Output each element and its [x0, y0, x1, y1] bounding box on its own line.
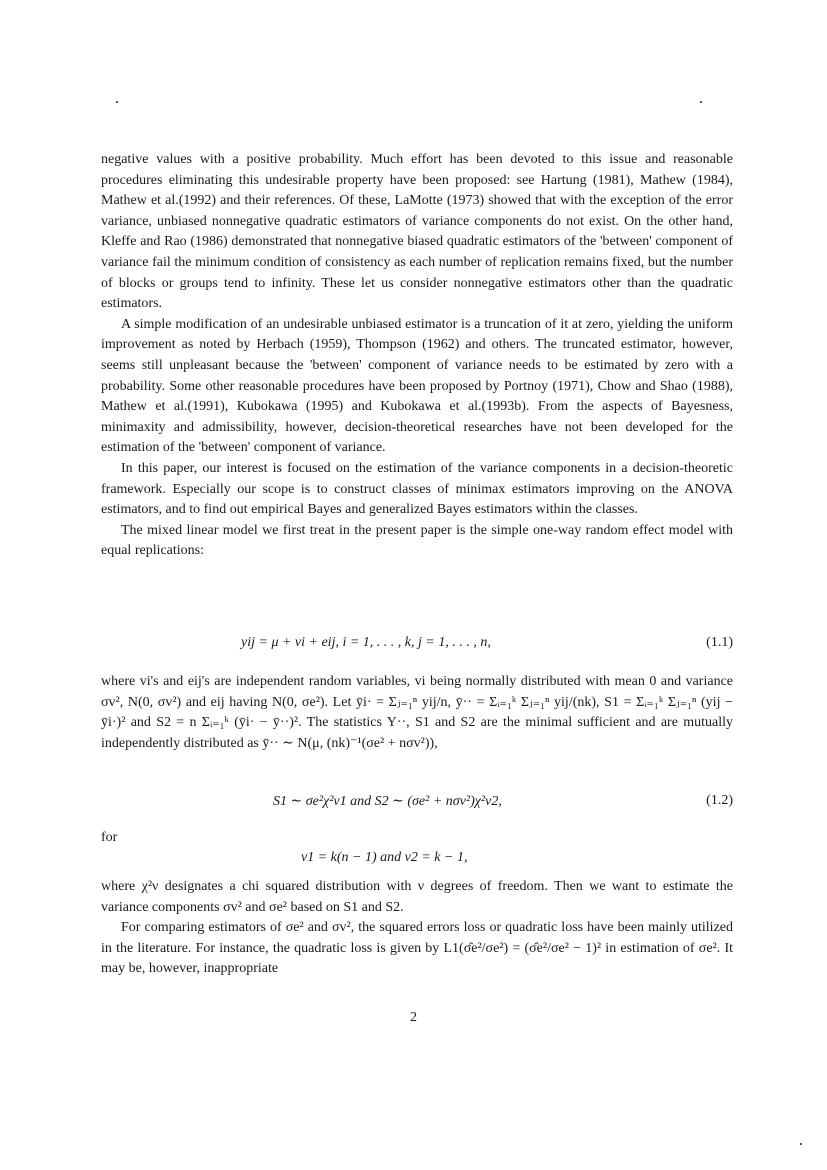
- equation-1-1-number: (1.1): [706, 635, 733, 650]
- paragraph-6: where χ²ν designates a chi squared distribution with ν degrees of freedom. Then we want to estimate the variance components σv² and σe² based on S1 and S2.: [101, 879, 733, 915]
- text-block-top: [101, 150, 733, 562]
- paragraph-5: where vi's and eij's are independent random variables, vi being normally distributed with mean 0 and variance σv², N(0, σv²) and eij having N(0, σe²). Let ȳi· = Σⱼ₌₁ⁿ yij/n, ȳ·· = Σᵢ₌₁ᵏ Σⱼ₌₁ⁿ yij/(nk), S1 = Σᵢ₌₁ᵏ Σⱼ₌₁ⁿ (yij − ȳi·)² and S2 = n Σᵢ₌₁ᵏ (ȳi· − ȳ··)². The statistics Y··, S1 and S2 are the minimal sufficient and are mutually independently distributed as ȳ·· ∼ N(μ, (nk)⁻¹(σe² + nσv²)),: [101, 674, 733, 751]
- scan-speck: [116, 101, 118, 103]
- text-block-middle: [101, 672, 733, 754]
- equation-nu: [101, 850, 733, 872]
- equation-nu-body: ν1 = k(n − 1) and ν2 = k − 1,: [301, 850, 468, 865]
- equation-1-1-body: yij = μ + vi + eij, i = 1, . . . , k, j = 1, . . . , n,: [241, 635, 491, 650]
- equation-1-2-number: (1.2): [706, 793, 733, 808]
- scan-speck: [800, 1143, 802, 1145]
- paragraph-2: A simple modification of an undesirable unbiased estimator is a truncation of it at zero, yielding the uniform improvement as noted by Herbach (1959), Thompson (1962) and others. The truncated estimator, however, seems still unpleasant because the 'between' component of variance needs to be estimated by zero with a probability. Some other reasonable procedures have been proposed by Portnoy (1971), Chow and Shao (1988), Mathew et al.(1991), Kubokawa (1995) and Kubokawa et al.(1993b). From the aspects of Bayesness, minimaxity and admissibility, however, decision-theoretical researches have not been developed for the estimation of the 'between' component of variance.: [101, 316, 733, 456]
- word-for: for: [101, 830, 118, 845]
- paragraph-1: negative values with a positive probability. Much effort has been devoted to this issue and reasonable procedures eliminating this undesirable property have been proposed: see Hartung (1981), Mathew (1984), Mathew et al.(1992) and their references. Of these, LaMotte (1973) showed that with the exception of the error variance, unbiased nonnegative quadratic estimators of variance components do not exist. On the other hand, Kleffe and Rao (1986) demonstrated that nonnegative biased quadratic estimators of the 'between' component of variance fail the minimum condition of consistency as each number of replication remains fixed, but the number of blocks or groups tend to infinity. These let us consider nonnegative estimators other than the quadratic estimators.: [101, 152, 733, 312]
- equation-1-2: [101, 793, 733, 815]
- scan-speck: [700, 101, 702, 103]
- text-block-bottom: [101, 877, 733, 980]
- paragraph-3: In this paper, our interest is focused on the estimation of the variance components in a decision-theoretic framework. Especially our scope is to construct classes of minimax estimators improving on the ANOVA estimators, and to find out empirical Bayes and generalized Bayes estimators within the classes.: [101, 460, 733, 518]
- page-number: 2: [410, 1010, 417, 1025]
- equation-1-1: [101, 635, 733, 657]
- paragraph-7: For comparing estimators of σe² and σv², the squared errors loss or quadratic loss have been mainly utilized in the literature. For instance, the quadratic loss is given by L1(σ̂e²/σe²) = (σ̂e²/σe² − 1)² in estimation of σe². It may be, however, inappropriate: [101, 920, 733, 977]
- paragraph-4: The mixed linear model we first treat in the present paper is the simple one-way random effect model with equal replications:: [101, 522, 733, 559]
- equation-1-2-body: S1 ∼ σe²χ²ν1 and S2 ∼ (σe² + nσv²)χ²ν2,: [273, 794, 502, 809]
- text-for: [101, 828, 733, 849]
